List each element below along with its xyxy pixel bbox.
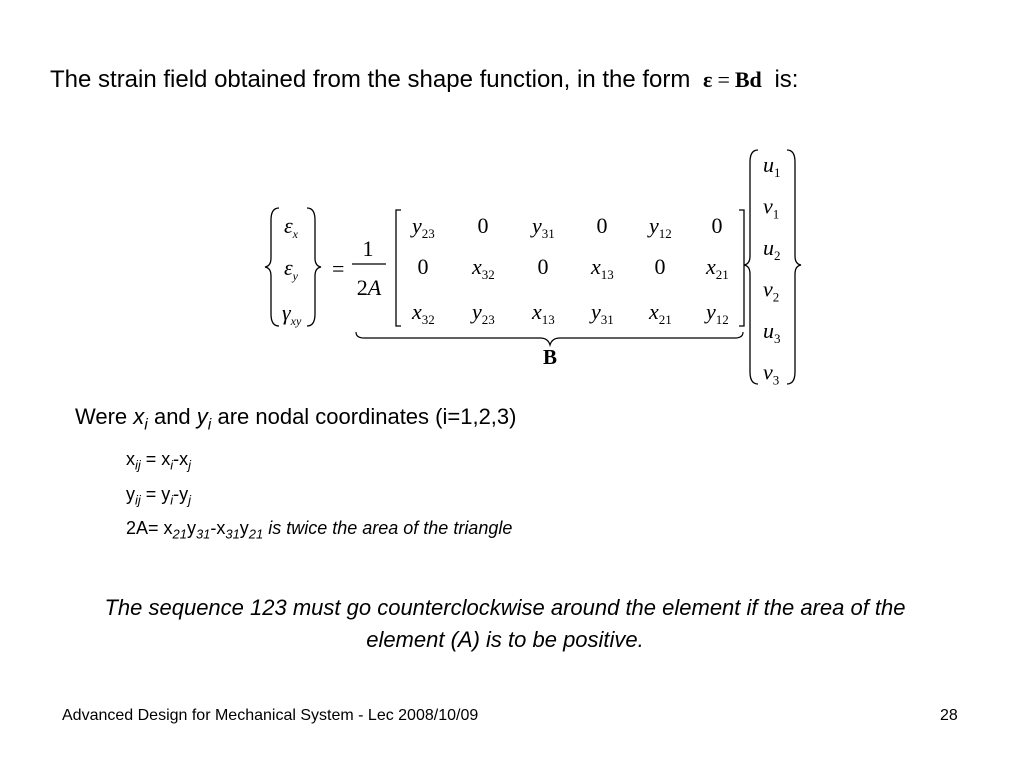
def1-c: -x: [173, 449, 189, 469]
def3-s4: 21: [248, 526, 264, 542]
def1-b-sub: i: [170, 457, 174, 473]
left-brace-open: [265, 208, 279, 326]
matrix-cell-r2-c1: 0: [417, 254, 429, 279]
footer-text: Advanced Design for Mechanical System - Lec 2008/10/09: [62, 707, 479, 724]
def1-a-sub: ij: [135, 457, 141, 473]
matrix-cell-r1-c4: 0: [596, 213, 608, 238]
displacement-v1: $v_1$: [763, 193, 780, 222]
matrix-cell-r2-c3: 0: [537, 254, 549, 279]
matrix-bracket-left: [396, 210, 401, 326]
y-symbol: y: [196, 404, 208, 429]
def2-a-sub: ij: [135, 492, 141, 508]
factor-denominator: 2A: [356, 275, 382, 300]
matrix-cell-r3-c6: $y_{12}$: [706, 299, 729, 327]
def1-b: = x: [140, 449, 171, 469]
def3-s3: 31: [225, 526, 240, 542]
definition-xij: [126, 449, 191, 473]
page-number: 28: [940, 707, 958, 724]
def3-c: -x: [210, 518, 226, 538]
def2-b-sub: i: [170, 492, 174, 508]
strain-matrix-equation: [255, 140, 815, 395]
matrix-cell-r3-c5: $x_{21}$: [649, 299, 672, 327]
def2-b: = y: [140, 484, 171, 504]
def2-c-sub: j: [188, 492, 192, 508]
were-word: Were: [75, 404, 128, 429]
def1-c-sub: j: [188, 457, 192, 473]
def1-a: x: [126, 449, 135, 469]
matrix-cell-r1-c5: $y_{12}$: [649, 213, 672, 241]
displacement-u2: $u_2$: [763, 235, 781, 263]
displacement-u3: $u_3$: [763, 318, 781, 346]
matrix-cell-r3-c1: $x_{32}$: [412, 299, 435, 327]
b-matrix-label: B: [542, 345, 558, 369]
matrix-cell-r3-c2: $y_{23}$: [472, 299, 495, 327]
matrix-cell-r2-c5: 0: [654, 254, 666, 279]
x-subscript: i: [144, 416, 148, 434]
equals-sign: =: [332, 256, 345, 281]
nodal-coordinates-text: are nodal coordinates (i=1,2,3): [217, 404, 517, 429]
eq-rhs: Bd: [734, 67, 762, 92]
displacement-v3: $v_3$: [763, 359, 780, 388]
displacement-u1: $u_1$: [763, 152, 781, 180]
matrix-cell-r2-c4: $x_{13}$: [591, 254, 614, 282]
def2-a: y: [126, 484, 135, 504]
eq-operator: =: [717, 67, 730, 92]
matrix-cell-r2-c2: $x_{32}$: [472, 254, 495, 282]
def3-b: y: [186, 518, 196, 538]
gamma-xy: $\gamma_{xy}$: [282, 300, 302, 328]
matrix-cell-r3-c3: $x_{13}$: [532, 299, 555, 327]
matrix-cell-r1-c1: $y_{23}$: [412, 213, 435, 241]
nodal-coordinates-line: [75, 404, 516, 434]
strain-equation: [703, 67, 762, 92]
displacement-vector: [763, 152, 781, 388]
matrix-bracket-right: [739, 210, 744, 326]
definition-2a: [126, 518, 512, 542]
def3-d: y: [239, 518, 249, 538]
matrix-cell-r1-c2: 0: [477, 213, 489, 238]
displacement-v2: $v_2$: [763, 276, 780, 305]
counterclockwise-note: The sequence 123 must go counterclockwise around the element if the area of the element (A) is to be positive.: [104, 595, 906, 652]
def3-s1: 21: [172, 526, 187, 542]
underbrace: [356, 332, 743, 345]
def3-a: 2A= x: [126, 518, 173, 538]
epsilon-x: $\varepsilon_x$: [284, 213, 298, 241]
b-matrix-cells: [410, 213, 729, 327]
def3-s2: 31: [195, 526, 211, 542]
intro-sentence: [50, 66, 798, 94]
right-brace-close: [787, 150, 801, 384]
eq-lhs: ε: [703, 67, 713, 92]
right-brace-open: [744, 150, 758, 384]
matrix-cell-r1-c3: $y_{31}$: [532, 213, 555, 241]
definition-yij: [126, 484, 191, 508]
epsilon-y: $\varepsilon_y$: [284, 255, 298, 283]
factor-numerator: 1: [362, 236, 374, 261]
y-subscript: i: [207, 416, 212, 434]
intro-suffix: is:: [774, 66, 799, 93]
and-word: and: [153, 404, 191, 429]
left-brace-close: [307, 208, 321, 326]
matrix-cell-r3-c4: $y_{31}$: [591, 299, 614, 327]
matrix-cell-r1-c6: 0: [711, 213, 723, 238]
x-symbol: x: [133, 404, 145, 429]
matrix-cell-r2-c6: $x_{21}$: [706, 254, 729, 282]
def2-c: -y: [173, 484, 189, 504]
intro-prefix: The strain field obtained from the shape function, in the form: [50, 66, 691, 93]
def3-e: is twice the area of the triangle: [263, 518, 513, 538]
